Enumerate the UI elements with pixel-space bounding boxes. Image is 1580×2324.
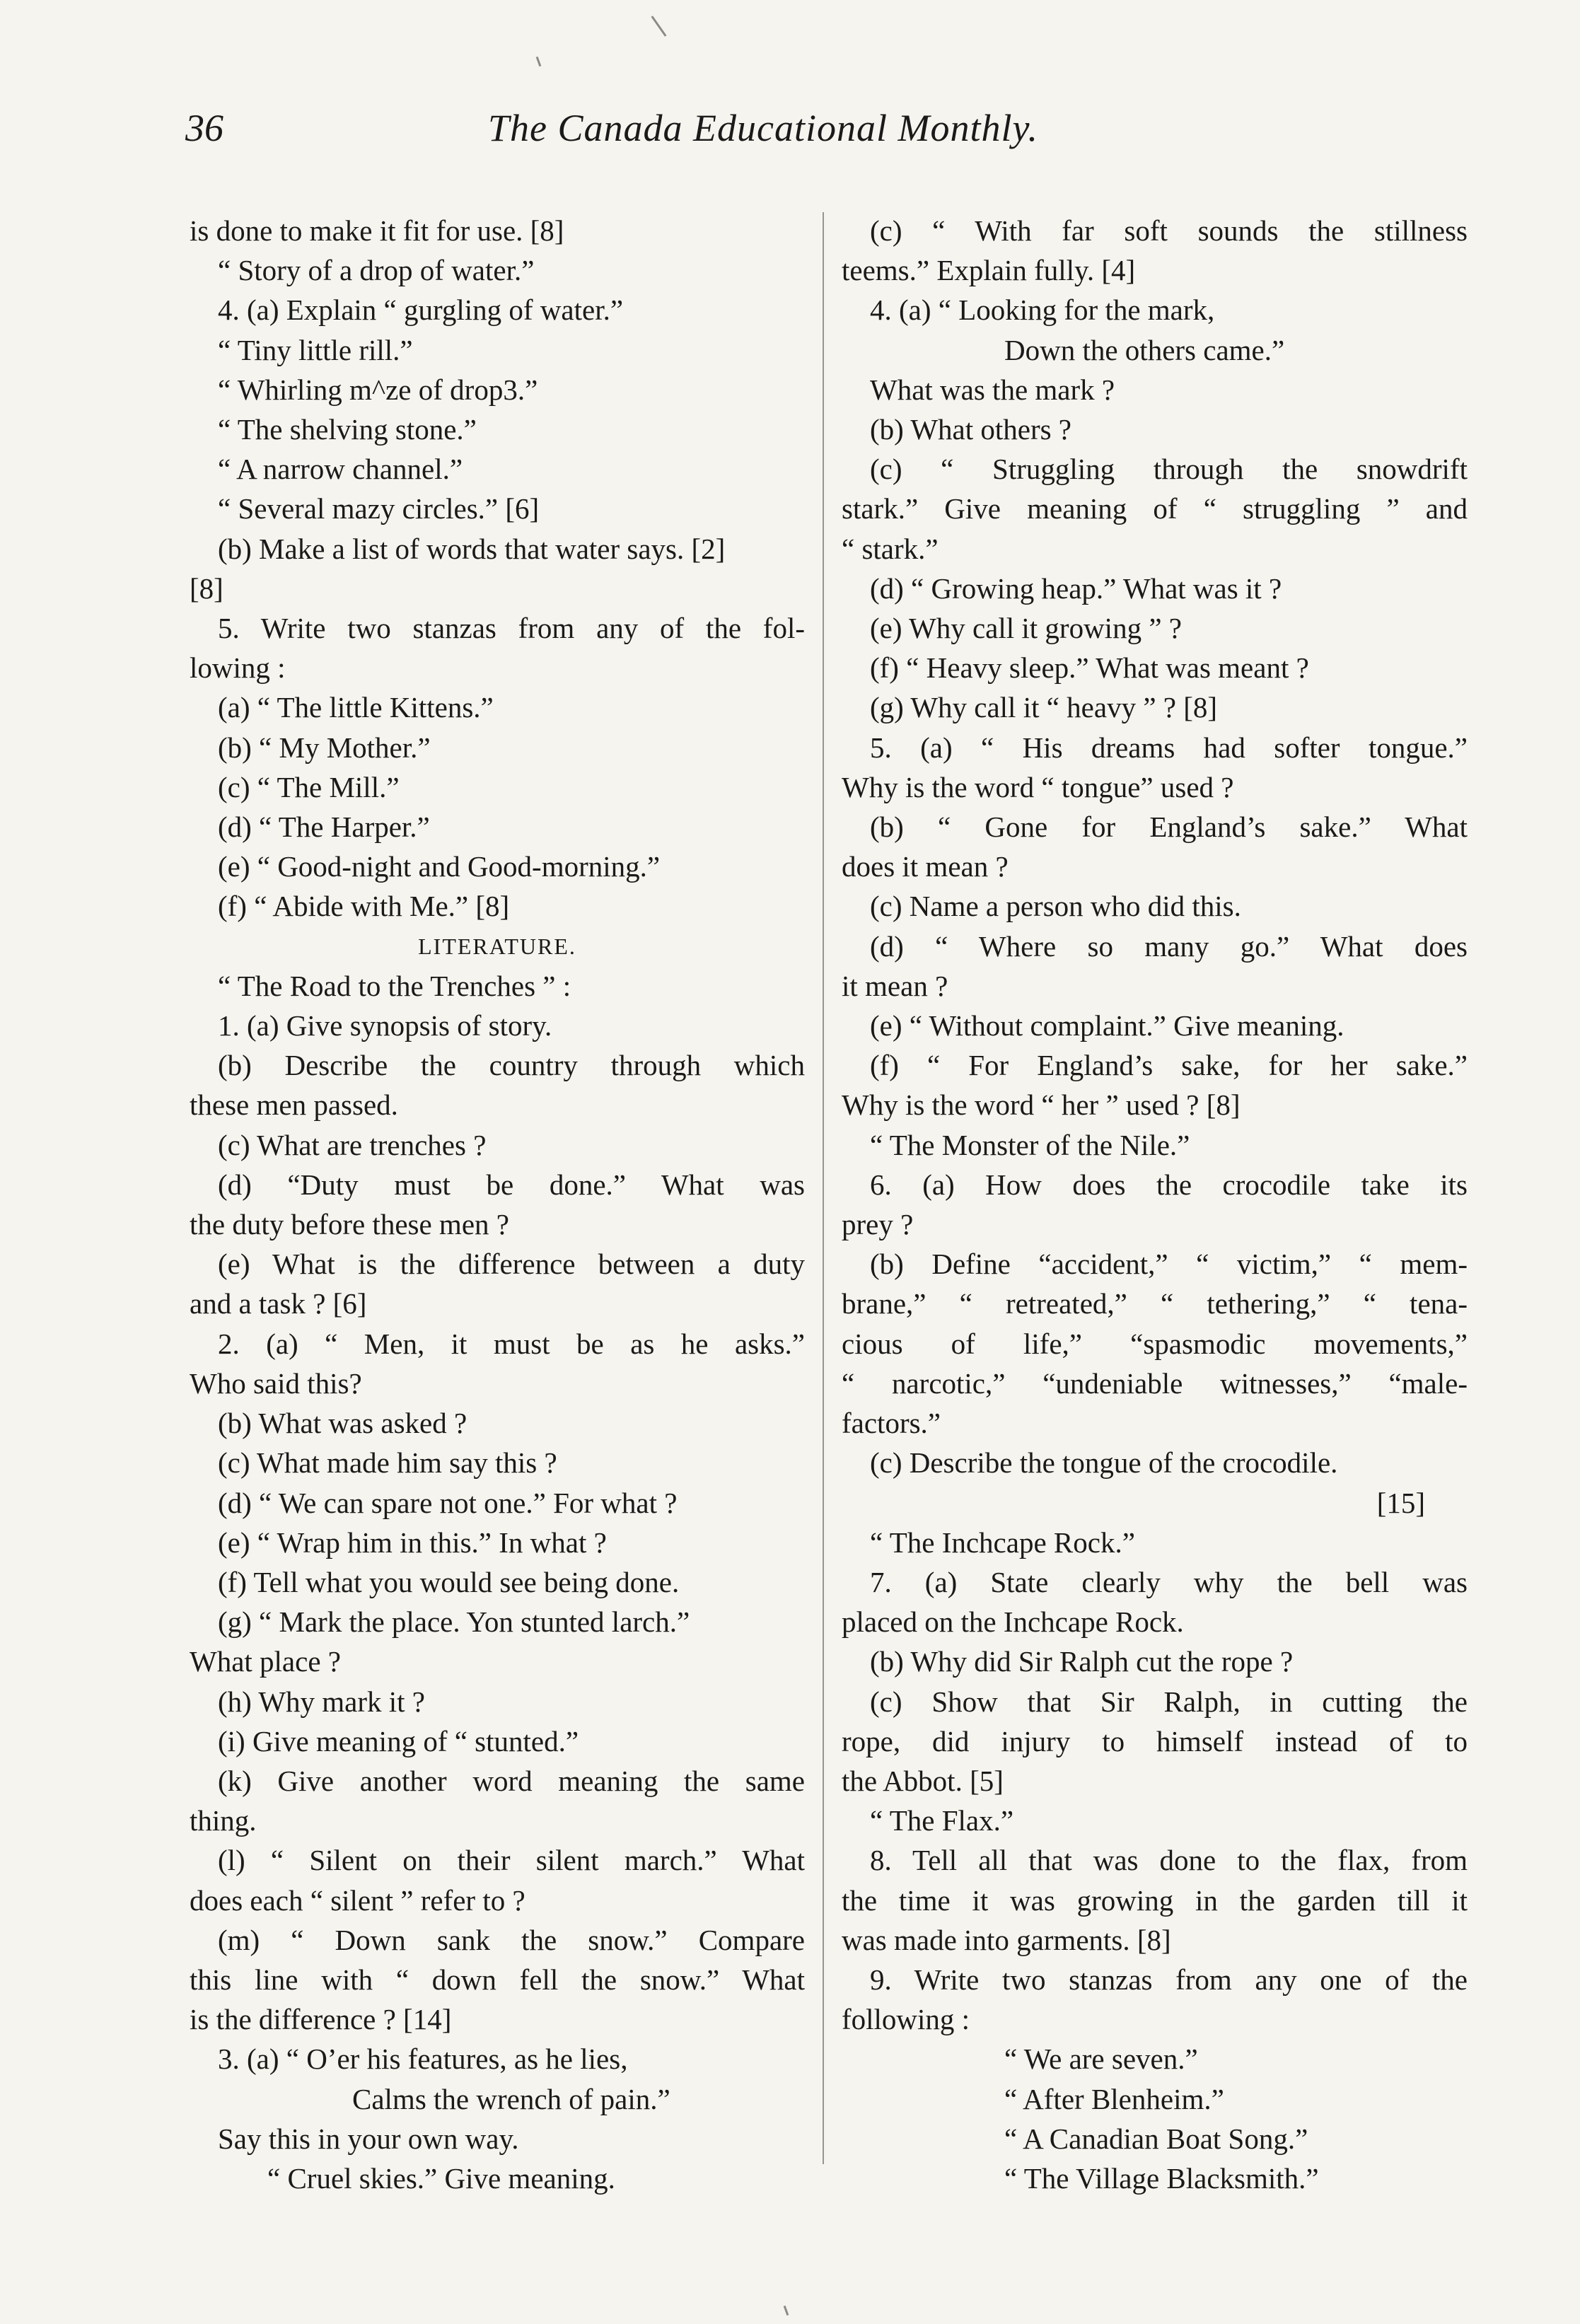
text-line: these men passed. [190, 1088, 398, 1122]
text-line: 2. (a) “ Men, it must be as he asks.” [218, 1327, 805, 1360]
page-header [0, 106, 1580, 163]
text-line: does it mean ? [842, 850, 1009, 883]
text-line: (e) “ Without complaint.” Give meaning. [870, 1009, 1344, 1042]
text-line: this line with “ down fell the snow.” What [190, 1963, 805, 1996]
text-line: (g) Why call it “ heavy ” ? [8] [870, 691, 1218, 724]
text-line: (e) Why call it growing ” ? [870, 612, 1182, 645]
text-line: “ The Village Blacksmith.” [1004, 2161, 1319, 2195]
text-line: Down the others came.” [1004, 333, 1285, 366]
text-line: (b) Make a list of words that water says. [2] [218, 532, 726, 565]
text-line: “ A Canadian Boat Song.” [1004, 2122, 1308, 2155]
text-line: “ Whirling m^ze of drop3.” [218, 373, 538, 406]
text-line: factors.” [842, 1407, 941, 1440]
text-line: (i) Give meaning of “ stunted.” [218, 1724, 579, 1757]
text-line: placed on the Inchcape Rock. [842, 1605, 1184, 1639]
text-line: Why is the word “ her ” used ? [8] [842, 1088, 1241, 1122]
text-line: 8. Tell all that was done to the flax, from [870, 1844, 1468, 1877]
text-line: (d) “ Where so many go.” What does [870, 929, 1468, 963]
text-line: (g) “ Mark the place. Yon stunted larch.” [218, 1605, 690, 1639]
text-line: “ stark.” [842, 532, 939, 565]
text-line: 5. (a) “ His dreams had softer tongue.” [870, 731, 1468, 764]
text-line: 3. (a) “ O’er his features, as he lies, [218, 2043, 628, 2076]
text-line: What was the mark ? [870, 373, 1115, 406]
text-line: rope, did injury to himself instead of to [842, 1724, 1468, 1757]
text-line: LITERATURE. [418, 933, 576, 959]
text-line: thing. [190, 1804, 257, 1837]
text-line: prey ? [842, 1208, 914, 1241]
text-line: (c) Show that Sir Ralph, in cutting the [870, 1685, 1468, 1718]
scan-speck [784, 2306, 789, 2316]
text-line: teems.” Explain fully. [4] [842, 254, 1136, 287]
text-line: it mean ? [842, 969, 948, 1002]
text-line: (l) “ Silent on their silent march.” What [218, 1844, 805, 1877]
text-line: “ Tiny little rill.” [218, 333, 413, 366]
text-line: (k) Give another word meaning the same [218, 1764, 805, 1797]
text-line: (d) “ The Harper.” [218, 811, 430, 844]
page-number: 36 [185, 107, 223, 149]
text-line: (b) “ Gone for England’s sake.” What [870, 811, 1468, 844]
text-line: lowing : [190, 651, 286, 685]
text-line: “ Story of a drop of water.” [218, 254, 535, 287]
text-line: “ The Inchcape Rock.” [870, 1526, 1135, 1559]
text-line: (c) “ Struggling through the snowdrift [870, 453, 1468, 486]
text-line: 1. (a) Give synopsis of story. [218, 1009, 552, 1042]
text-line: (b) Describe the country through which [218, 1049, 805, 1082]
text-line: (b) Why did Sir Ralph cut the rope ? [870, 1645, 1294, 1678]
column-divider [823, 212, 824, 2164]
text-line: “ A narrow channel.” [218, 453, 463, 486]
text-line: (h) Why mark it ? [218, 1685, 425, 1718]
text-line: the Abbot. [5] [842, 1764, 1004, 1797]
text-line: “ The Road to the Trenches ” : [218, 969, 571, 1002]
running-title: The Canada Educational Monthly. [488, 107, 1038, 149]
text-line: (c) What are trenches ? [218, 1128, 487, 1161]
text-line: (c) Describe the tongue of the crocodile. [870, 1446, 1338, 1480]
text-line: (c) “ The Mill.” [218, 770, 400, 803]
text-line: was made into garments. [8] [842, 1923, 1171, 1956]
text-line: following : [842, 2003, 970, 2036]
text-line: (b) What was asked ? [218, 1407, 467, 1440]
text-line: (d) “ Growing heap.” What was it ? [870, 571, 1282, 605]
text-line: “ We are seven.” [1004, 2043, 1198, 2076]
text-line: Calms the wrench of pain.” [352, 2082, 670, 2115]
text-line: 6. (a) How does the crocodile take its [870, 1168, 1468, 1201]
text-line: the duty before these men ? [190, 1208, 509, 1241]
text-line: Say this in your own way. [218, 2122, 519, 2155]
text-line: 4. (a) Explain “ gurgling of water.” [218, 294, 624, 327]
text-line: “ The Monster of the Nile.” [870, 1128, 1190, 1161]
text-line: 9. Write two stanzas from any one of the [870, 1963, 1468, 1996]
text-line: is done to make it fit for use. [8] [190, 214, 564, 247]
text-line: “ narcotic,” “undeniable witnesses,” “male- [842, 1366, 1468, 1400]
text-line: (e) “ Good-night and Good-morning.” [218, 850, 661, 883]
left-column [190, 211, 805, 2198]
text-line: (f) “ Heavy sleep.” What was meant ? [870, 651, 1309, 685]
text-line: (d) “Duty must be done.” What was [218, 1168, 805, 1201]
text-line: 7. (a) State clearly why the bell was [870, 1565, 1468, 1598]
text-line: (c) What made him say this ? [218, 1446, 557, 1480]
text-line: 5. Write two stanzas from any of the fol- [218, 612, 805, 645]
text-line: and a task ? [6] [190, 1287, 367, 1320]
text-line: cious of life,” “spasmodic movements,” [842, 1327, 1468, 1360]
text-line: (b) “ My Mother.” [218, 731, 431, 764]
text-line: [8] [190, 571, 223, 605]
text-line: (a) “ The little Kittens.” [218, 691, 494, 724]
text-line: the time it was growing in the garden till it [842, 1883, 1468, 1917]
text-line: 4. (a) “ Looking for the mark, [870, 294, 1215, 327]
right-column [842, 211, 1468, 2198]
text-line: Why is the word “ tongue” used ? [842, 770, 1234, 803]
text-line: brane,” “ retreated,” “ tethering,” “ tena- [842, 1287, 1468, 1320]
text-line: (e) “ Wrap him in this.” In what ? [218, 1526, 607, 1559]
text-line: (c) Name a person who did this. [870, 890, 1241, 923]
text-line: (f) “ For England’s sake, for her sake.” [870, 1049, 1468, 1082]
text-line: (d) “ We can spare not one.” For what ? [218, 1486, 678, 1519]
scan-speck [651, 16, 667, 37]
text-line: does each “ silent ” refer to ? [190, 1883, 525, 1917]
text-line: stark.” Give meaning of “ struggling ” and [842, 492, 1468, 525]
text-line: “ The Flax.” [870, 1804, 1014, 1837]
text-line: (c) “ With far soft sounds the stillness [870, 214, 1468, 247]
text-line: “ Several mazy circles.” [6] [218, 492, 540, 525]
scan-speck [536, 57, 542, 66]
text-line: is the difference ? [14] [190, 2003, 452, 2036]
text-line: What place ? [190, 1645, 341, 1678]
text-line: “ Cruel skies.” Give meaning. [267, 2161, 615, 2195]
text-line: [15] [1376, 1486, 1425, 1519]
text-line: (m) “ Down sank the snow.” Compare [218, 1923, 805, 1956]
text-line: (b) What others ? [870, 413, 1071, 446]
text-line: (e) What is the difference between a duty [218, 1248, 805, 1281]
text-line: “ After Blenheim.” [1004, 2082, 1224, 2115]
text-line: (f) Tell what you would see being done. [218, 1565, 680, 1598]
text-line: (f) “ Abide with Me.” [8] [218, 890, 510, 923]
text-line: (b) Define “accident,” “ victim,” “ mem- [870, 1248, 1468, 1281]
text-line: “ The shelving stone.” [218, 413, 477, 446]
text-line: Who said this? [190, 1366, 362, 1400]
